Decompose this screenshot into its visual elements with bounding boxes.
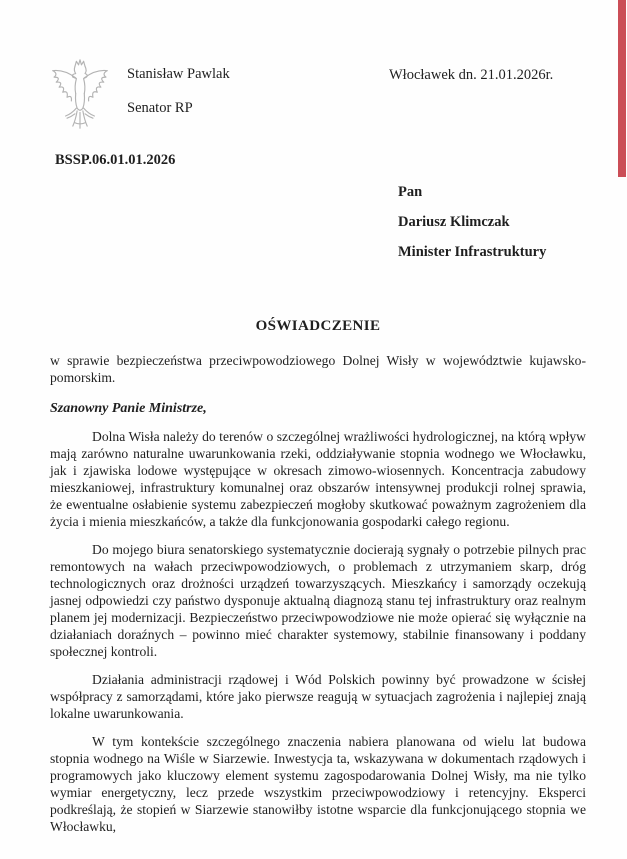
polish-eagle-emblem-icon <box>44 56 116 140</box>
document-subject: w sprawie bezpieczeństwa przeciwpowodziowego Dolnej Wisły w województwie kujawsko-pomorskim. <box>50 353 586 385</box>
addressee-salutation: Pan <box>398 184 423 200</box>
place-and-date: Włocławek dn. 21.01.2026r. <box>389 67 554 83</box>
body-paragraph-1: Dolna Wisła należy do terenów o szczególnej wrażliwości hydrologicznej, na którą wpływ mają zarówno naturalne uwarunkowania rzeki, oddziaływanie stopnia wodnego we Włocławku, jak i zjawiska lodowe występujące w okresach zimowo-wiosennych. Koncentracja zabudowy mieszkaniowej, infrastruktury komunalnej oraz obszarów intensywnej produkcji rolnej sprawia, że ewentualne osłabienie systemu zabezpieczeń mogłoby skutkować poważnym zagrożeniem dla życia i mienia mieszkańców, a także dla funkcjonowania gospodarki całego regionu. <box>50 429 586 529</box>
body-paragraph-3: Działania administracji rządowej i Wód Polskich powinny być prowadzone w ścisłej współpracy z samorządami, które jako pierwsze reagują w sytuacjach zagrożenia i najlepiej znają lokalne uwarunkowania. <box>50 672 586 721</box>
body-paragraph-2: Do mojego biura senatorskiego systematycznie docierają sygnały o potrzebie pilnych prac remontowych na wałach przeciwpowodziowych, o problemach z utrzymaniem skarp, dróg technologicznych oraz drożności urządzeń towarzyszących. Mieszkańcy i samorządy oczekują jasnej odpowiedzi czy państwo dysponuje aktualną diagnozą stanu tej infrastruktury oraz realnym planem jej modernizacji. Bezpieczeństwo przeciwpowodziowe nie może opierać się wyłącznie na działaniach doraźnych – powinno mieć charakter systemowy, stabilnie finansowany i poddany społecznej kontroli. <box>50 542 586 659</box>
page-edge-red-stripe <box>618 0 626 177</box>
body-paragraph-4: W tym kontekście szczególnego znaczenia nabiera planowana od wielu lat budowa stopnia wodnego na Wiśle w Siarzewie. Inwestycja ta, wskazywana w dokumentach rządowych i programowych jako kluczowy element systemu zagospodarowania Dolnej Wisły, ma nie tylko wymiar energetyczny, lecz przede wszystkim przeciwpowodziowy i retencyjny. Eksperci podkreślają, że stopień w Siarzewie stanowiłby istotne wsparcie dla funkcjonującego stopnia we Włocławku, <box>50 734 586 834</box>
addressee-name: Dariusz Klimczak <box>398 214 510 230</box>
greeting-line: Szanowny Panie Ministrze, <box>50 401 207 416</box>
addressee-position: Minister Infrastruktury <box>398 244 547 260</box>
document-title: OŚWIADCZENIE <box>255 318 381 334</box>
addressee-block <box>398 177 546 267</box>
reference-number: BSSP.06.01.01.2026 <box>55 152 176 168</box>
sender-title: Senator RP <box>127 100 193 116</box>
letter-body <box>50 318 586 846</box>
sender-name: Stanisław Pawlak <box>127 66 230 82</box>
